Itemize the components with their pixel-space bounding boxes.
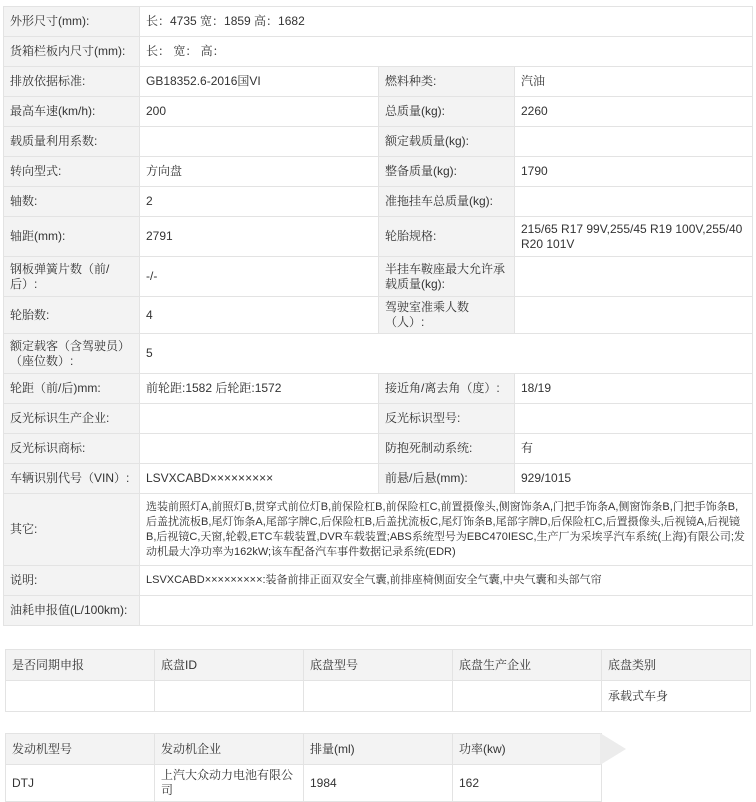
spec-value: 18/19 [515, 374, 753, 404]
spec-label: 转向型式: [4, 157, 140, 187]
spec-value: 汽油 [515, 67, 753, 97]
spec-label: 额定载质量(kg): [379, 127, 515, 157]
engine-table [5, 733, 751, 802]
spec-row-other [4, 494, 753, 566]
chassis-cell [155, 681, 304, 712]
engine-header: 发动机企业 [155, 734, 304, 765]
spec-value: LSVXCABD××××××××× [140, 464, 379, 494]
spec-value: 929/1015 [515, 464, 753, 494]
spec-row [4, 464, 753, 494]
spec-value [515, 187, 753, 217]
engine-cell: 上汽大众动力电池有限公司 [155, 765, 304, 802]
spec-label: 总质量(kg): [379, 97, 515, 127]
vehicle-spec-table [3, 6, 753, 626]
spec-label: 轴距(mm): [4, 217, 140, 257]
spec-value: 长： 宽： 高： [140, 37, 753, 67]
spec-label: 前悬/后悬(mm): [379, 464, 515, 494]
spec-value: 选装前照灯A,前照灯B,贯穿式前位灯B,前保险杠B,前保险杠C,前置摄像头,侧窗饰条A,门把手饰条A,侧窗饰条B,门把手饰条B,后盖扰流板B,尾灯饰条A,尾部字牌C,后保险杠B,后盖扰流板C,尾灯饰条B,尾部字牌D,后保险杠C,后置摄像头,后视镜A,后视镜B,后视镜C,天窗,轮毂,ETC车载装置,DVR车载装置;ABS系统型号为EBC470IESC,生产厂为采埃孚汽车系统(上海)有限公司;发动机最大净功率为162kW;该车配备汽车事件数据记录系统(EDR) [140, 494, 753, 566]
spec-value: 前轮距:1582 后轮距:1572 [140, 374, 379, 404]
spec-value [515, 404, 753, 434]
spec-label: 轴数: [4, 187, 140, 217]
spec-row-fuel [4, 596, 753, 626]
engine-cell-spacer [602, 765, 751, 802]
spec-row [4, 434, 753, 464]
spec-label: 驾驶室准乘人数（人）: [379, 297, 515, 334]
engine-header-row [6, 734, 751, 765]
spec-label: 反光标识商标: [4, 434, 140, 464]
spec-value: 2260 [515, 97, 753, 127]
chassis-header: 底盘类别 [602, 650, 751, 681]
spec-value: 2 [140, 187, 379, 217]
spec-label: 油耗申报值(L/100km): [4, 596, 140, 626]
spec-label: 额定载客（含驾驶员）（座位数）: [4, 334, 140, 374]
spec-label: 其它: [4, 494, 140, 566]
spec-label: 轮距（前/后)mm: [4, 374, 140, 404]
spec-value [515, 297, 753, 334]
spec-value: 1790 [515, 157, 753, 187]
spec-row [4, 404, 753, 434]
spec-label: 载质量利用系数: [4, 127, 140, 157]
spec-row [4, 157, 753, 187]
engine-data-row [6, 765, 751, 802]
spec-row [4, 67, 753, 97]
spec-label: 燃料种类: [379, 67, 515, 97]
spec-value: GB18352.6-2016国VI [140, 67, 379, 97]
spec-row-dimensions [4, 7, 753, 37]
engine-cell: 1984 [304, 765, 453, 802]
spec-label: 半挂车鞍座最大允许承载质量(kg): [379, 257, 515, 297]
spec-row [4, 97, 753, 127]
engine-cell: 162 [453, 765, 602, 802]
engine-header: 发动机型号 [6, 734, 155, 765]
chassis-table [5, 649, 751, 712]
spec-row [4, 127, 753, 157]
spec-value [515, 127, 753, 157]
spec-value: 5 [140, 334, 753, 374]
spec-value: 200 [140, 97, 379, 127]
spec-label: 轮胎数: [4, 297, 140, 334]
spec-value: 215/65 R17 99V,255/45 R19 100V,255/40 R20 101V [515, 217, 753, 257]
spec-label: 防抱死制动系统: [379, 434, 515, 464]
chassis-header: 底盘生产企业 [453, 650, 602, 681]
spec-value [515, 257, 753, 297]
spec-row [4, 217, 753, 257]
spec-value: 有 [515, 434, 753, 464]
engine-cell: DTJ [6, 765, 155, 802]
spec-label: 钢板弹簧片数（前/后）: [4, 257, 140, 297]
engine-header: 排量(ml) [304, 734, 453, 765]
spec-label: 反光标识型号: [379, 404, 515, 434]
spec-label: 接近角/离去角（度）: [379, 374, 515, 404]
spec-label: 外形尺寸(mm): [4, 7, 140, 37]
chassis-data-row [6, 681, 751, 712]
spec-label: 轮胎规格: [379, 217, 515, 257]
chassis-cell [453, 681, 602, 712]
spec-label: 货箱栏板内尺寸(mm): [4, 37, 140, 67]
spec-value [140, 127, 379, 157]
spec-row-notes [4, 566, 753, 596]
chassis-cell [6, 681, 155, 712]
spec-label: 排放依据标准: [4, 67, 140, 97]
spec-value [140, 434, 379, 464]
chassis-header: 是否同期申报 [6, 650, 155, 681]
spec-row [4, 257, 753, 297]
chassis-header: 底盘型号 [304, 650, 453, 681]
spec-row [4, 187, 753, 217]
spec-row [4, 374, 753, 404]
spec-label: 整备质量(kg): [379, 157, 515, 187]
chassis-cell: 承载式车身 [602, 681, 751, 712]
spec-value [140, 596, 753, 626]
spec-value: 长：4735 宽：1859 高：1682 [140, 7, 753, 37]
spec-value: LSVXCABD×××××××××:装备前排正面双安全气囊,前排座椅侧面安全气囊,中央气囊和头部气帘 [140, 566, 753, 596]
chassis-header-row [6, 650, 751, 681]
spec-value: -/- [140, 257, 379, 297]
spec-row [4, 297, 753, 334]
spec-value: 2791 [140, 217, 379, 257]
spec-label: 车辆识别代号（VIN）: [4, 464, 140, 494]
engine-header: 功率(kw) [453, 734, 602, 765]
spec-label: 最高车速(km/h): [4, 97, 140, 127]
spec-row-cargo-box [4, 37, 753, 67]
spec-label: 准拖挂车总质量(kg): [379, 187, 515, 217]
spec-row-seats [4, 334, 753, 374]
spec-label: 反光标识生产企业: [4, 404, 140, 434]
spec-label: 说明: [4, 566, 140, 596]
header-arrow-decoration [600, 733, 626, 765]
spec-value [140, 404, 379, 434]
chassis-header: 底盘ID [155, 650, 304, 681]
chassis-cell [304, 681, 453, 712]
spec-value: 4 [140, 297, 379, 334]
spec-value: 方向盘 [140, 157, 379, 187]
